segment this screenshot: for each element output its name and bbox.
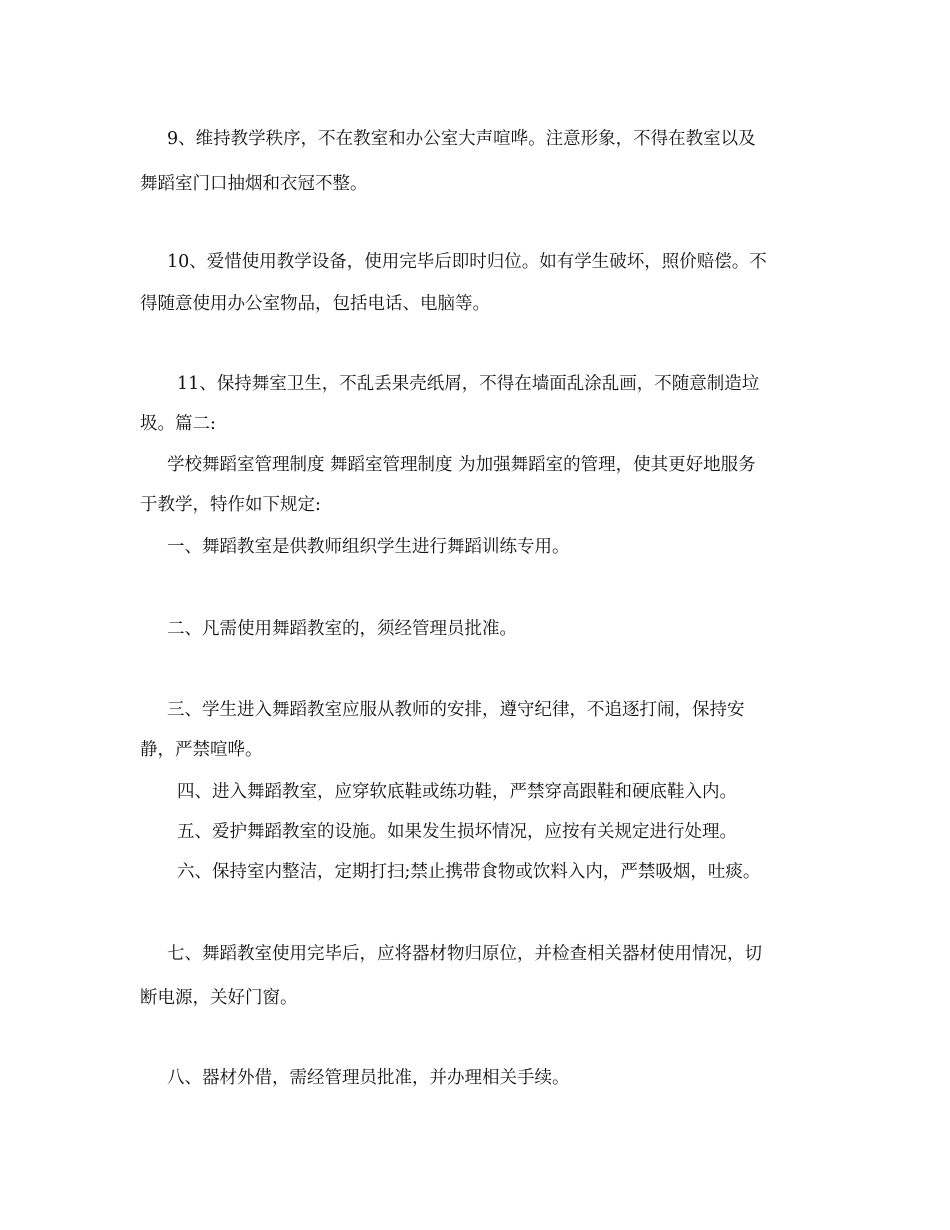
- paragraph-line: 学校舞蹈室管理制度 舞蹈室管理制度 为加强舞蹈室的管理，使其更好地服务: [167, 455, 756, 475]
- paragraph-line: 四、进入舞蹈教室，应穿软底鞋或练功鞋，严禁穿高跟鞋和硬底鞋入内。: [177, 782, 737, 802]
- paragraph-line: 圾。篇二:: [140, 414, 216, 434]
- paragraph-line: 六、保持室内整洁，定期打扫;禁止携带食物或饮料入内，严禁吸烟，吐痰。: [177, 862, 761, 882]
- paragraph-line: 五、爱护舞蹈教室的设施。如果发生损坏情况，应按有关规定进行处理。: [177, 822, 737, 842]
- paragraph-line: 一、舞蹈教室是供教师组织学生进行舞蹈训练专用。: [167, 537, 570, 557]
- paragraph-line: 静，严禁喧哗。: [140, 740, 263, 760]
- paragraph-line: 断电源，关好门窗。: [140, 988, 298, 1008]
- paragraph-line: 二、凡需使用舞蹈教室的，须经管理员批准。: [167, 619, 517, 639]
- paragraph-line: 9、维持教学秩序，不在教室和办公室大声喧哗。注意形象，不得在教室以及: [167, 129, 756, 149]
- paragraph-line: 八、器材外借，需经管理员批准，并办理相关手续。: [167, 1068, 570, 1088]
- paragraph-line: 得随意使用办公室物品，包括电话、电脑等。: [140, 294, 490, 314]
- paragraph-line: 10、爱惜使用教学设备，使用完毕后即时归位。如有学生破坏，照价赔偿。不: [167, 252, 767, 272]
- paragraph-line: 七、舞蹈教室使用完毕后，应将器材物归原位，并检查相关器材使用情况，切: [167, 944, 762, 964]
- paragraph-line: 11、保持舞室卫生，不乱丢果壳纸屑，不得在墙面乱涂乱画，不随意制造垃: [177, 374, 760, 394]
- paragraph-line: 于教学，特作如下规定:: [140, 495, 321, 515]
- paragraph-line: 舞蹈室门口抽烟和衣冠不整。: [140, 174, 368, 194]
- paragraph-line: 三、学生进入舞蹈教室应服从教师的安排，遵守纪律，不追逐打闹，保持安: [167, 700, 745, 720]
